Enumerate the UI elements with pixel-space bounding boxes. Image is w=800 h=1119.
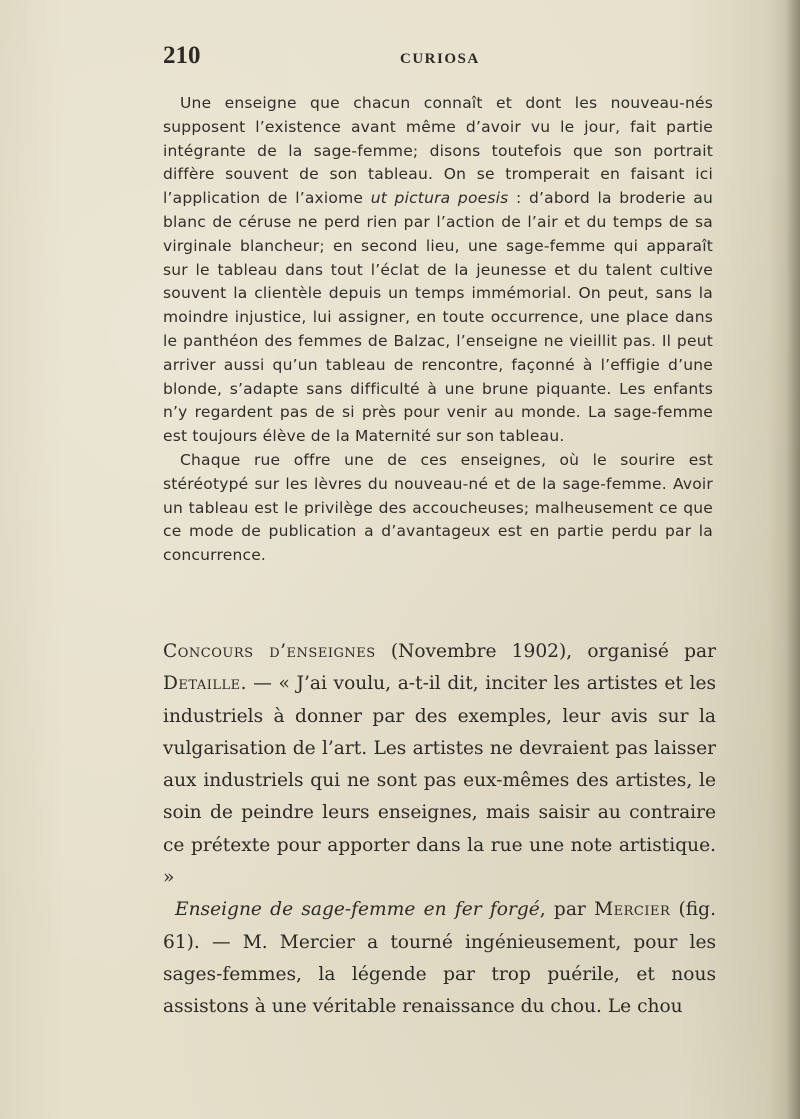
paragraph-text: . — « J’ai voulu, a-t-il dit, inciter les artistes et les industriels à donner par des exemples, leur avis sur la vulgarisation de l’art. Les artistes ne devraient pas laisser aux industriels qui ne sont pas eux-mêmes des artistes, le soin de peindre leurs enseignes, mais saisir au contraire ce prétexte pour apporter dans la rue une note artistique. » (163, 673, 716, 889)
person-name: Detaille (163, 673, 241, 695)
running-head: CURIOSA (400, 51, 480, 67)
paragraph-text: (fig. 61). — M. Mercier a tourné ingénieusement, pour les sages-femmes, la légende par trop puérile, et nous assistons à une véritable renaissance du chou. Le chou (163, 899, 716, 1018)
paragraph (163, 92, 713, 449)
person-name: Mercier (594, 899, 671, 921)
section-heading: Concours d’enseignes (163, 641, 376, 662)
paragraph-text: Chaque rue offre une de ces enseignes, où le sourire est stéréotypé sur les lèvres du nouveau-né et de la sage-femme. Avoir un tableau est le privilège des accoucheuses; malheusement ce que ce mode de publication a d’avantageux est en partie perdu par la concurrence. (163, 450, 713, 565)
paragraph-text: Une enseigne que chacun connaît et dont les nouveau-nés supposent l’existence avant même d’avoir vu le jour, fait partie intégrante de la sage-femme; disons toutefois que son portrait diffère souvent de son tableau. On se tromperait en faisant ici l’application de l’axiome (163, 94, 713, 208)
page-edge-shadow (786, 0, 800, 1119)
page-number: 210 (163, 42, 201, 69)
work-title: Enseigne de sage-femme en fer forgé (175, 899, 540, 921)
text-block-small (163, 92, 713, 568)
paragraph (163, 636, 716, 894)
paragraph-text: , par (539, 899, 595, 921)
text-block-large (163, 636, 716, 1024)
latin-phrase: ut pictura poesis (370, 189, 509, 208)
paragraph-text: (Novembre 1902), organisé par (375, 641, 716, 662)
paragraph (163, 449, 713, 568)
paragraph-text: : d’abord la broderie au blanc de céruse ne perd rien par l’action de l’air et du temps de sa virginale blancheur; en second lieu, une sage-femme qui apparaît sur le tableau dans tout l’éclat de la jeunesse et du talent cultive souvent la clientèle depuis un temps immémorial. On peut, sans la moindre injustice, lui assigner, en toute occurrence, une place dans le panthéon des femmes de Balzac, l’enseigne ne vieillit pas. Il peut arriver aussi qu’un tableau de rencontre, façonné à l’effigie d’une blonde, s’adapte sans difficulté à une brune piquante. Les enfants n’y regardent pas de si près pour venir au monde. La sage-femme est toujours élève de la Maternité sur son tableau. (163, 189, 714, 446)
page-header (163, 42, 743, 76)
paragraph (163, 894, 716, 1023)
